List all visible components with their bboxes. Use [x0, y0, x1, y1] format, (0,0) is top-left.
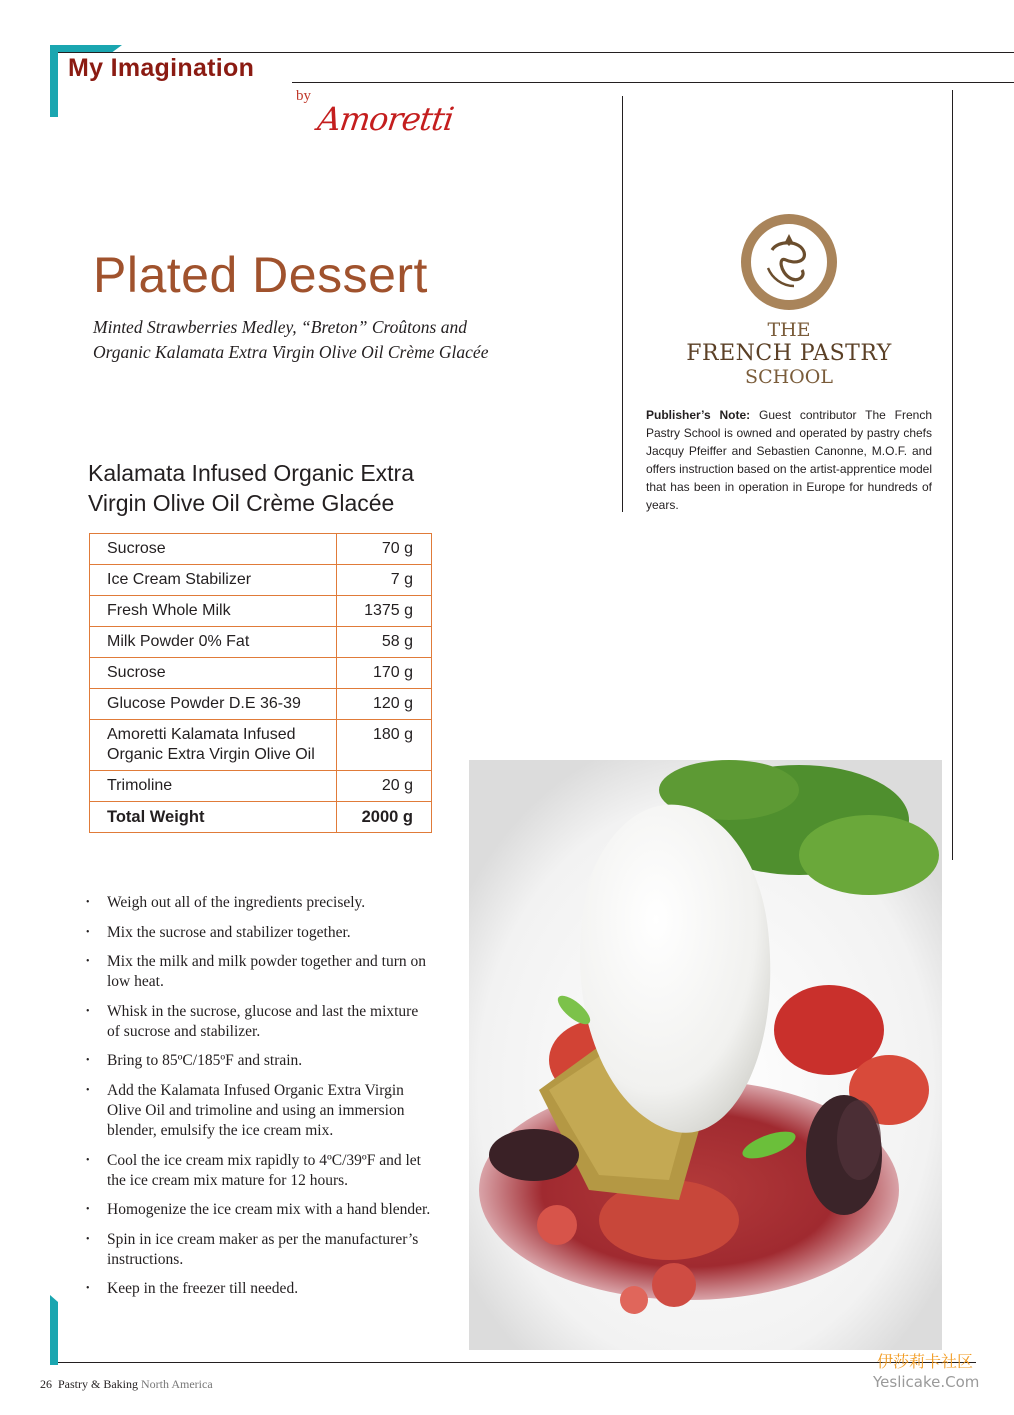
subtitle-line: Minted Strawberries Medley, “Breton” Croûtons and — [93, 317, 467, 337]
ingredient-qty: 1375 g — [337, 596, 432, 627]
recipe-title-line: Kalamata Infused Organic Extra — [88, 460, 414, 486]
watermark-url: Yeslicake.Com — [873, 1373, 980, 1391]
ingredient-qty: 20 g — [337, 771, 432, 802]
total-qty: 2000 g — [337, 802, 432, 833]
method-steps — [86, 893, 434, 1309]
page-footer — [40, 1377, 213, 1392]
ingredient-qty: 180 g — [337, 720, 432, 771]
dessert-photo — [469, 760, 942, 1350]
french-pastry-school-logo — [686, 212, 892, 388]
ingredient-name — [90, 720, 337, 771]
ingredient-name: Sucrose — [90, 534, 337, 565]
dessert-illustration — [469, 760, 942, 1350]
list-item: • Mix the sucrose and stabilizer together. — [86, 923, 434, 943]
table-row — [90, 627, 432, 658]
watermark-chinese: 伊莎莉卡社区 — [877, 1352, 974, 1371]
ingredient-name: Milk Powder 0% Fat — [90, 627, 337, 658]
list-item: • Add the Kalamata Infused Organic Extra Virgin Olive Oil and trimoline and using an immersion blender, emulsify the ice cream mix. — [86, 1081, 434, 1141]
list-item: • Weigh out all of the ingredients precisely. — [86, 893, 434, 913]
column-divider-right — [952, 90, 953, 860]
table-row — [90, 771, 432, 802]
footer-rule — [58, 1362, 976, 1363]
table-row — [90, 565, 432, 596]
table-row — [90, 720, 432, 771]
teal-corner-accent — [50, 45, 58, 117]
ingredient-qty: 58 g — [337, 627, 432, 658]
ingredient-qty: 70 g — [337, 534, 432, 565]
ingredient-qty: 170 g — [337, 658, 432, 689]
ingredient-name-line: Organic Extra Virgin Olive Oil — [107, 746, 315, 763]
teal-corner-accent-bottom — [50, 1295, 58, 1365]
table-row — [90, 596, 432, 627]
ingredients-table — [89, 533, 432, 833]
list-item: • Homogenize the ice cream mix with a hand blender. — [86, 1200, 434, 1220]
total-row — [90, 802, 432, 833]
recipe-title — [88, 458, 468, 518]
header-rule-lower — [292, 82, 1014, 83]
section-title: My Imagination — [68, 54, 255, 82]
article-title: Plated Dessert — [93, 247, 428, 303]
by-label: by — [296, 88, 311, 104]
ingredient-name: Sucrose — [90, 658, 337, 689]
school-logo-school: SCHOOL — [745, 366, 833, 388]
list-item: • Cool the ice cream mix rapidly to 4ºC/39ºF and let the ice cream mix mature for 12 hours. — [86, 1151, 434, 1191]
school-logo-name: FRENCH PASTRY — [686, 341, 892, 366]
list-item: • Keep in the freezer till needed. — [86, 1279, 434, 1299]
amoretti-logo: Amoretti — [315, 100, 456, 138]
list-item: • Bring to 85ºC/185ºF and strain. — [86, 1051, 434, 1071]
magazine-name: Pastry & Baking — [58, 1377, 138, 1391]
total-label: Total Weight — [90, 802, 337, 833]
column-divider — [622, 96, 623, 512]
subtitle-line: Organic Kalamata Extra Virgin Olive Oil Crème Glacée — [93, 342, 489, 362]
table-row — [90, 534, 432, 565]
school-emblem-icon — [686, 212, 892, 312]
ingredient-name: Glucose Powder D.E 36-39 — [90, 689, 337, 720]
list-item: • Spin in ice cream maker as per the manufacturer’s instructions. — [86, 1230, 434, 1270]
magazine-region: North America — [141, 1377, 213, 1391]
list-item: • Mix the milk and milk powder together and turn on low heat. — [86, 952, 434, 992]
ingredient-qty: 7 g — [337, 565, 432, 596]
ingredient-name-line: Amoretti Kalamata Infused — [107, 726, 296, 743]
publisher-note-label: Publisher’s Note: — [646, 408, 751, 422]
table-row — [90, 658, 432, 689]
ingredient-name: Ice Cream Stabilizer — [90, 565, 337, 596]
ingredient-qty: 120 g — [337, 689, 432, 720]
table-row — [90, 689, 432, 720]
publisher-note-text: Guest contributor The French Pastry School is owned and operated by pastry chefs Jacquy Pfeiffer and Sebastien Canonne, M.O.F. and offers instruction based on the artist-apprentice model that has been in operation in Europe for hundreds of years. — [646, 408, 933, 512]
publisher-note — [646, 406, 932, 514]
ingredient-name: Fresh Whole Milk — [90, 596, 337, 627]
list-item: • Whisk in the sucrose, glucose and last the mixture of sucrose and stabilizer. — [86, 1002, 434, 1042]
article-subtitle — [93, 315, 563, 365]
ingredient-name: Trimoline — [90, 771, 337, 802]
page-number: 26 — [40, 1377, 52, 1391]
header-rule — [58, 52, 1014, 53]
school-logo-the: THE — [767, 319, 811, 341]
recipe-title-line: Virgin Olive Oil Crème Glacée — [88, 490, 395, 516]
